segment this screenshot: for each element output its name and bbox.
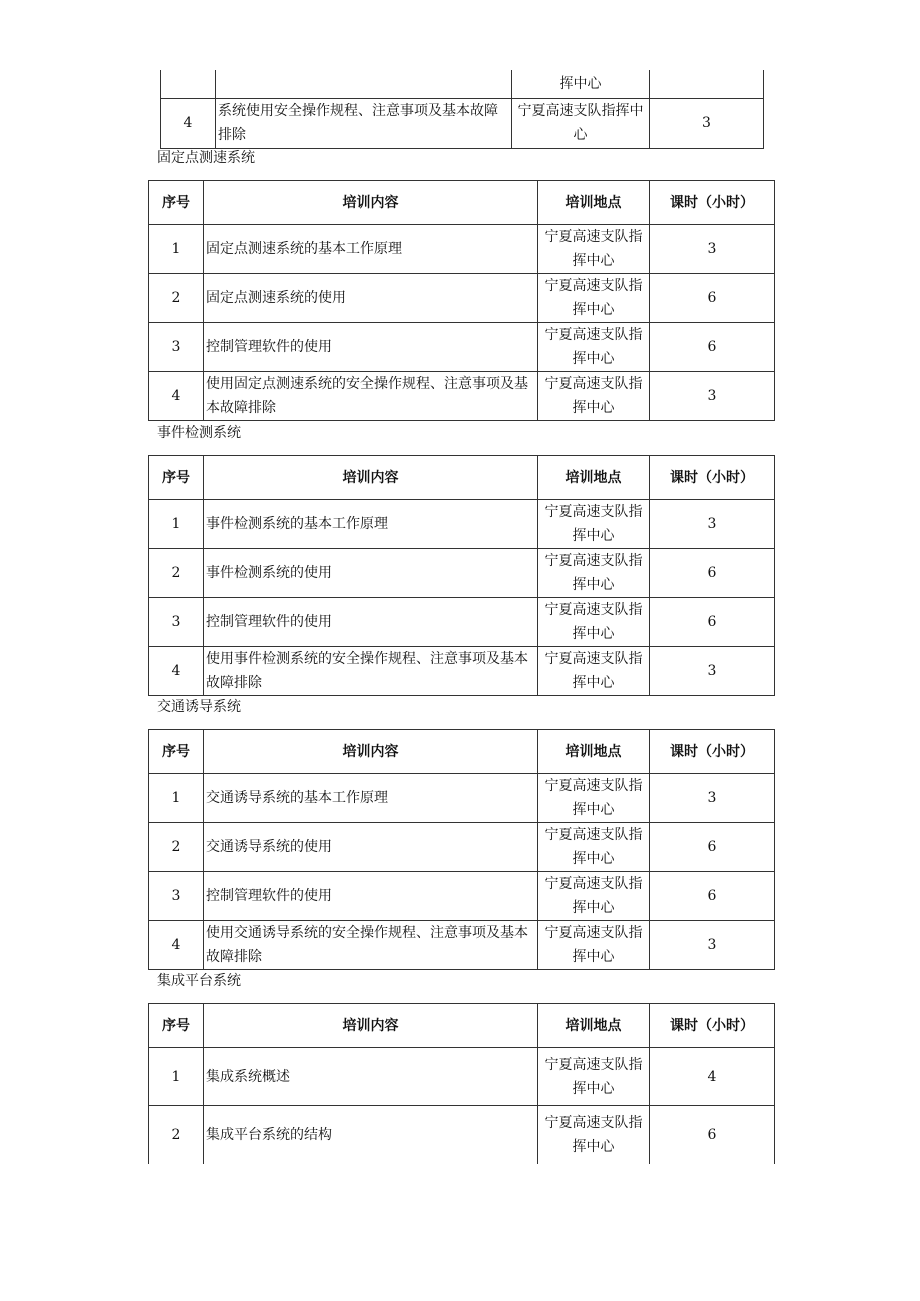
row-hours: 6 bbox=[650, 323, 775, 372]
row-location: 宁夏高速支队指挥中心 bbox=[538, 872, 650, 921]
partial-table bbox=[160, 70, 764, 149]
row-content bbox=[216, 70, 512, 98]
row-number: 3 bbox=[149, 323, 204, 372]
table-header-row bbox=[149, 730, 775, 774]
row-number: 1 bbox=[149, 1048, 204, 1106]
header-number: 序号 bbox=[149, 1004, 204, 1048]
training-table bbox=[148, 729, 775, 970]
row-content: 控制管理软件的使用 bbox=[204, 598, 538, 647]
row-number: 1 bbox=[149, 500, 204, 549]
row-location: 宁夏高速支队指挥中心 bbox=[538, 823, 650, 872]
row-content: 固定点测速系统的使用 bbox=[204, 274, 538, 323]
table-row bbox=[149, 549, 775, 598]
row-hours: 3 bbox=[650, 225, 775, 274]
section-title: 事件检测系统 bbox=[157, 425, 241, 441]
table-row bbox=[149, 500, 775, 549]
row-content: 控制管理软件的使用 bbox=[204, 323, 538, 372]
row-number: 2 bbox=[149, 823, 204, 872]
header-hours: 课时（小时） bbox=[650, 1004, 775, 1048]
row-hours: 6 bbox=[650, 1106, 775, 1164]
row-hours: 3 bbox=[650, 921, 775, 970]
header-content: 培训内容 bbox=[204, 730, 538, 774]
row-hours: 3 bbox=[650, 500, 775, 549]
table-row bbox=[149, 598, 775, 647]
table-row bbox=[149, 823, 775, 872]
row-hours: 6 bbox=[650, 823, 775, 872]
row-location: 宁夏高速支队指挥中心 bbox=[538, 274, 650, 323]
header-location: 培训地点 bbox=[538, 181, 650, 225]
row-location: 宁夏高速支队指挥中心 bbox=[538, 774, 650, 823]
header-number: 序号 bbox=[149, 730, 204, 774]
row-content: 集成平台系统的结构 bbox=[204, 1106, 538, 1164]
row-number: 1 bbox=[149, 774, 204, 823]
header-location: 培训地点 bbox=[538, 730, 650, 774]
row-location: 宁夏高速支队指挥中心 bbox=[538, 323, 650, 372]
row-hours: 3 bbox=[650, 647, 775, 696]
header-number: 序号 bbox=[149, 181, 204, 225]
table-row bbox=[149, 1106, 775, 1164]
header-location: 培训地点 bbox=[538, 1004, 650, 1048]
table-row bbox=[149, 323, 775, 372]
table-header-row bbox=[149, 1004, 775, 1048]
table-row bbox=[149, 372, 775, 421]
section-title: 交通诱导系统 bbox=[157, 699, 241, 715]
table-row bbox=[149, 647, 775, 696]
training-table bbox=[148, 455, 775, 696]
header-number: 序号 bbox=[149, 456, 204, 500]
row-hours: 3 bbox=[650, 372, 775, 421]
row-content: 固定点测速系统的基本工作原理 bbox=[204, 225, 538, 274]
row-content: 使用交通诱导系统的安全操作规程、注意事项及基本故障排除 bbox=[204, 921, 538, 970]
row-content: 交通诱导系统的使用 bbox=[204, 823, 538, 872]
training-table bbox=[148, 1003, 775, 1164]
section-title: 固定点测速系统 bbox=[157, 150, 255, 166]
row-number: 3 bbox=[149, 598, 204, 647]
row-hours: 4 bbox=[650, 1048, 775, 1106]
row-number bbox=[161, 70, 216, 98]
row-location: 挥中心 bbox=[512, 70, 650, 98]
header-hours: 课时（小时） bbox=[650, 730, 775, 774]
row-number: 4 bbox=[149, 921, 204, 970]
row-number: 1 bbox=[149, 225, 204, 274]
table-row bbox=[149, 225, 775, 274]
row-number: 4 bbox=[161, 98, 216, 148]
table-row bbox=[149, 1048, 775, 1106]
header-hours: 课时（小时） bbox=[650, 181, 775, 225]
header-content: 培训内容 bbox=[204, 456, 538, 500]
table-row bbox=[149, 774, 775, 823]
row-content: 使用事件检测系统的安全操作规程、注意事项及基本故障排除 bbox=[204, 647, 538, 696]
row-content: 使用固定点测速系统的安全操作规程、注意事项及基本故障排除 bbox=[204, 372, 538, 421]
header-content: 培训内容 bbox=[204, 181, 538, 225]
row-location: 宁夏高速支队指挥中心 bbox=[538, 598, 650, 647]
row-content: 集成系统概述 bbox=[204, 1048, 538, 1106]
row-number: 2 bbox=[149, 549, 204, 598]
row-number: 2 bbox=[149, 1106, 204, 1164]
row-content: 系统使用安全操作规程、注意事项及基本故障排除 bbox=[216, 98, 512, 148]
training-table bbox=[148, 180, 775, 421]
section-title: 集成平台系统 bbox=[157, 973, 241, 989]
row-hours: 6 bbox=[650, 274, 775, 323]
row-location: 宁夏高速支队指挥中心 bbox=[538, 1048, 650, 1106]
row-content: 事件检测系统的基本工作原理 bbox=[204, 500, 538, 549]
row-location: 宁夏高速支队指挥中心 bbox=[538, 549, 650, 598]
header-content: 培训内容 bbox=[204, 1004, 538, 1048]
row-location: 宁夏高速支队指挥中心 bbox=[512, 98, 650, 148]
row-number: 4 bbox=[149, 647, 204, 696]
table-header-row bbox=[149, 181, 775, 225]
row-number: 3 bbox=[149, 872, 204, 921]
row-content: 控制管理软件的使用 bbox=[204, 872, 538, 921]
row-hours: 6 bbox=[650, 872, 775, 921]
row-location: 宁夏高速支队指挥中心 bbox=[538, 647, 650, 696]
row-content: 事件检测系统的使用 bbox=[204, 549, 538, 598]
header-location: 培训地点 bbox=[538, 456, 650, 500]
table-row bbox=[149, 921, 775, 970]
row-hours bbox=[650, 70, 764, 98]
header-hours: 课时（小时） bbox=[650, 456, 775, 500]
row-hours: 3 bbox=[650, 98, 764, 148]
table-row bbox=[149, 872, 775, 921]
row-number: 2 bbox=[149, 274, 204, 323]
table-row bbox=[161, 70, 764, 98]
row-number: 4 bbox=[149, 372, 204, 421]
row-hours: 6 bbox=[650, 598, 775, 647]
table-row bbox=[161, 98, 764, 148]
row-hours: 3 bbox=[650, 774, 775, 823]
row-content: 交通诱导系统的基本工作原理 bbox=[204, 774, 538, 823]
row-hours: 6 bbox=[650, 549, 775, 598]
row-location: 宁夏高速支队指挥中心 bbox=[538, 225, 650, 274]
table-header-row bbox=[149, 456, 775, 500]
row-location: 宁夏高速支队指挥中心 bbox=[538, 500, 650, 549]
row-location: 宁夏高速支队指挥中心 bbox=[538, 1106, 650, 1164]
table-row bbox=[149, 274, 775, 323]
row-location: 宁夏高速支队指挥中心 bbox=[538, 921, 650, 970]
row-location: 宁夏高速支队指挥中心 bbox=[538, 372, 650, 421]
